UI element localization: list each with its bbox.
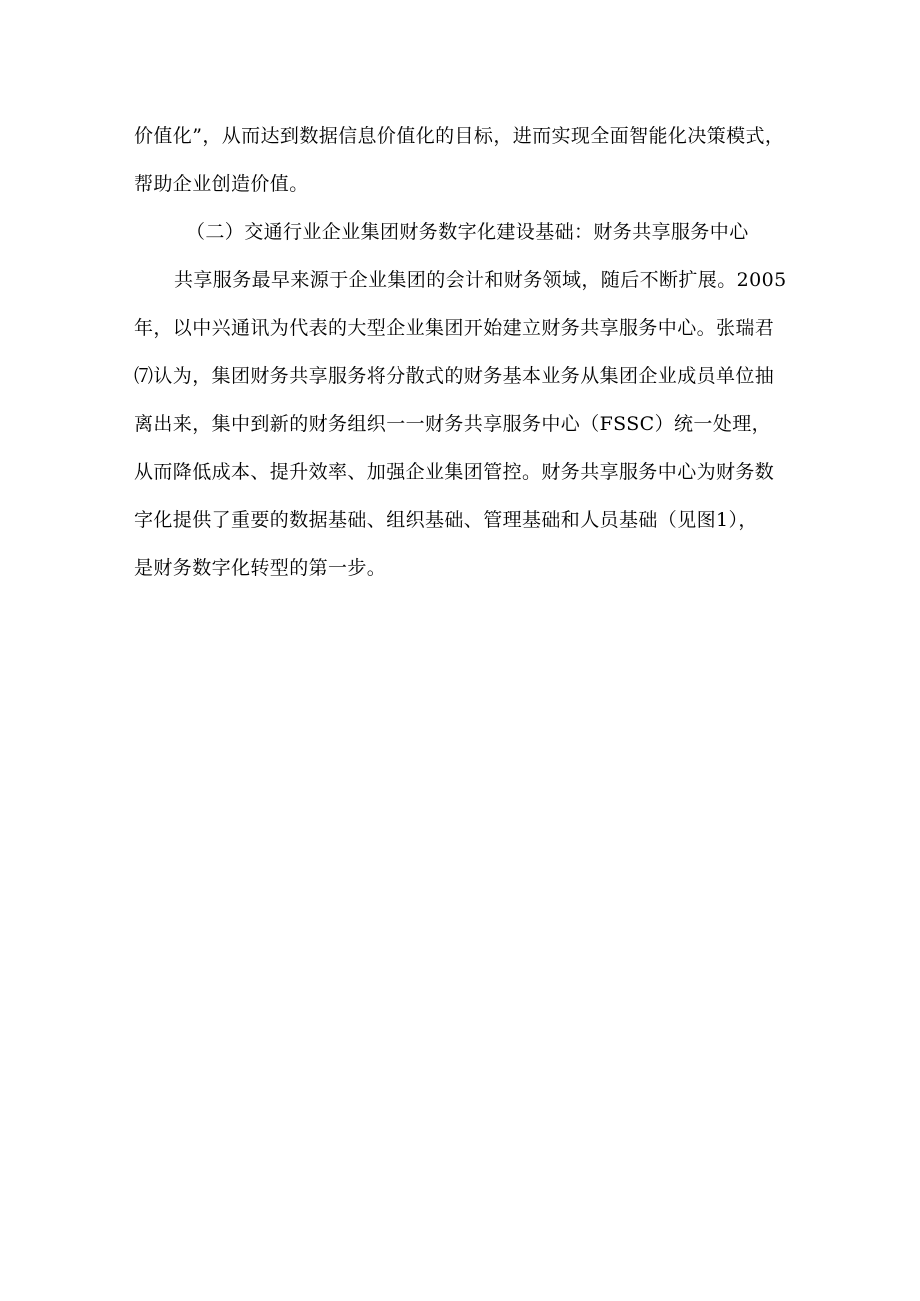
paragraph-line: 离出来，集中到新的财务组织一一财务共享服务中心（FSSC）统一处理，	[134, 413, 772, 435]
paragraph-line: 是财务数字化转型的第一步。	[134, 557, 387, 579]
paragraph-line: 字化提供了重要的数据基础、组织基础、管理基础和人员基础（见图1），	[134, 509, 758, 531]
paragraph-line: 年，以中兴通讯为代表的大型企业集团开始建立财务共享服务中心。张瑞君	[134, 317, 775, 339]
paragraph-line: 价值化”，从而达到数据信息价值化的目标，进而实现全面智能化决策模式，	[134, 125, 785, 147]
section-heading: （二）交通行业企业集团财务数字化建设基础：财务共享服务中心	[186, 221, 749, 243]
paragraph-line: ⑺认为，集团财务共享服务将分散式的财务基本业务从集团企业成员单位抽	[134, 365, 775, 387]
paragraph-line: 共享服务最早来源于企业集团的会计和财务领域，随后不断扩展。2005	[174, 269, 787, 291]
paragraph-line: 从而降低成本、提升效率、加强企业集团管控。财务共享服务中心为财务数	[134, 461, 775, 483]
body-text	[134, 112, 794, 592]
paragraph-line: 帮助企业创造价值。	[134, 173, 309, 195]
